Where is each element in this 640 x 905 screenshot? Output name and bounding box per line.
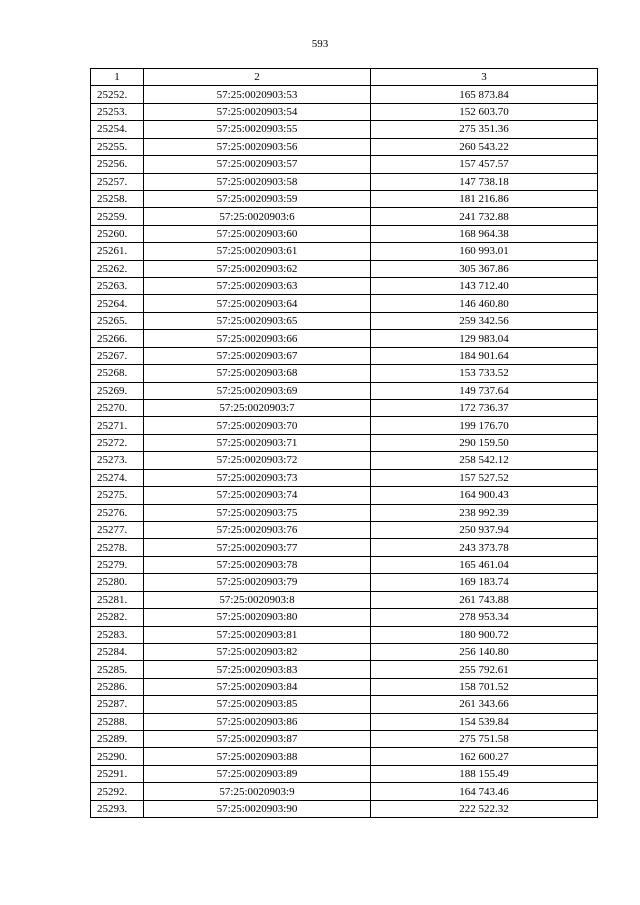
cadastral-number-cell: 57:25:0020903:78 — [144, 556, 371, 573]
row-number-cell: 25272. — [91, 434, 144, 451]
row-number-cell: 25267. — [91, 347, 144, 364]
table-row — [91, 434, 598, 451]
cadastral-number-cell: 57:25:0020903:89 — [144, 765, 371, 782]
cadastral-number-cell: 57:25:0020903:62 — [144, 260, 371, 277]
value-cell: 157 527.52 — [371, 469, 598, 486]
value-cell: 278 953.34 — [371, 609, 598, 626]
column-header-3: 3 — [371, 69, 598, 86]
cadastral-number-cell: 57:25:0020903:57 — [144, 156, 371, 173]
value-cell: 290 159.50 — [371, 434, 598, 451]
value-cell: 172 736.37 — [371, 400, 598, 417]
value-cell: 160 993.01 — [371, 243, 598, 260]
row-number-cell: 25262. — [91, 260, 144, 277]
row-number-cell: 25269. — [91, 382, 144, 399]
cadastral-number-cell: 57:25:0020903:67 — [144, 347, 371, 364]
table-row — [91, 156, 598, 173]
value-cell: 255 792.61 — [371, 661, 598, 678]
column-header-1: 1 — [91, 69, 144, 86]
table-row — [91, 539, 598, 556]
cadastral-number-cell: 57:25:0020903:9 — [144, 783, 371, 800]
cadastral-number-cell: 57:25:0020903:77 — [144, 539, 371, 556]
value-cell: 162 600.27 — [371, 748, 598, 765]
cadastral-number-cell: 57:25:0020903:90 — [144, 800, 371, 817]
cadastral-number-cell: 57:25:0020903:79 — [144, 574, 371, 591]
cadastral-number-cell: 57:25:0020903:87 — [144, 731, 371, 748]
row-number-cell: 25293. — [91, 800, 144, 817]
value-cell: 250 937.94 — [371, 521, 598, 538]
table-row — [91, 330, 598, 347]
table-row — [91, 626, 598, 643]
value-cell: 153 733.52 — [371, 365, 598, 382]
value-cell: 158 701.52 — [371, 678, 598, 695]
value-cell: 169 183.74 — [371, 574, 598, 591]
cadastral-number-cell: 57:25:0020903:60 — [144, 225, 371, 242]
row-number-cell: 25263. — [91, 278, 144, 295]
table-row — [91, 609, 598, 626]
row-number-cell: 25287. — [91, 696, 144, 713]
cadastral-number-cell: 57:25:0020903:74 — [144, 487, 371, 504]
value-cell: 146 460.80 — [371, 295, 598, 312]
cadastral-number-cell: 57:25:0020903:65 — [144, 312, 371, 329]
value-cell: 181 216.86 — [371, 190, 598, 207]
row-number-cell: 25254. — [91, 121, 144, 138]
value-cell: 154 539.84 — [371, 713, 598, 730]
cadastral-number-cell: 57:25:0020903:83 — [144, 661, 371, 678]
row-number-cell: 25255. — [91, 138, 144, 155]
table-row — [91, 574, 598, 591]
row-number-cell: 25271. — [91, 417, 144, 434]
row-number-cell: 25253. — [91, 103, 144, 120]
cadastral-number-cell: 57:25:0020903:73 — [144, 469, 371, 486]
table-row — [91, 173, 598, 190]
row-number-cell: 25259. — [91, 208, 144, 225]
cadastral-number-cell: 57:25:0020903:69 — [144, 382, 371, 399]
table-row — [91, 86, 598, 103]
table-row — [91, 591, 598, 608]
table-row — [91, 278, 598, 295]
row-number-cell: 25258. — [91, 190, 144, 207]
cadastral-number-cell: 57:25:0020903:58 — [144, 173, 371, 190]
value-cell: 305 367.86 — [371, 260, 598, 277]
table-row — [91, 295, 598, 312]
row-number-cell: 25273. — [91, 452, 144, 469]
table-row — [91, 121, 598, 138]
row-number-cell: 25261. — [91, 243, 144, 260]
registry-table — [90, 68, 598, 818]
row-number-cell: 25264. — [91, 295, 144, 312]
table-row — [91, 347, 598, 364]
table-row — [91, 696, 598, 713]
row-number-cell: 25281. — [91, 591, 144, 608]
value-cell: 238 992.39 — [371, 504, 598, 521]
cadastral-number-cell: 57:25:0020903:6 — [144, 208, 371, 225]
table-row — [91, 103, 598, 120]
column-header-2: 2 — [144, 69, 371, 86]
table-row — [91, 190, 598, 207]
value-cell: 188 155.49 — [371, 765, 598, 782]
value-cell: 149 737.64 — [371, 382, 598, 399]
table-row — [91, 521, 598, 538]
cadastral-number-cell: 57:25:0020903:56 — [144, 138, 371, 155]
row-number-cell: 25257. — [91, 173, 144, 190]
cadastral-number-cell: 57:25:0020903:88 — [144, 748, 371, 765]
cadastral-number-cell: 57:25:0020903:54 — [144, 103, 371, 120]
row-number-cell: 25276. — [91, 504, 144, 521]
cadastral-number-cell: 57:25:0020903:76 — [144, 521, 371, 538]
row-number-cell: 25280. — [91, 574, 144, 591]
table-row — [91, 138, 598, 155]
value-cell: 152 603.70 — [371, 103, 598, 120]
table-row — [91, 417, 598, 434]
value-cell: 180 900.72 — [371, 626, 598, 643]
table-row — [91, 208, 598, 225]
table-row — [91, 748, 598, 765]
table-row — [91, 312, 598, 329]
row-number-cell: 25266. — [91, 330, 144, 347]
row-number-cell: 25265. — [91, 312, 144, 329]
row-number-cell: 25289. — [91, 731, 144, 748]
cadastral-number-cell: 57:25:0020903:64 — [144, 295, 371, 312]
row-number-cell: 25256. — [91, 156, 144, 173]
cadastral-number-cell: 57:25:0020903:68 — [144, 365, 371, 382]
row-number-cell: 25268. — [91, 365, 144, 382]
table-row — [91, 713, 598, 730]
value-cell: 199 176.70 — [371, 417, 598, 434]
cadastral-number-cell: 57:25:0020903:7 — [144, 400, 371, 417]
table-row — [91, 800, 598, 817]
row-number-cell: 25279. — [91, 556, 144, 573]
table-row — [91, 661, 598, 678]
value-cell: 168 964.38 — [371, 225, 598, 242]
row-number-cell: 25292. — [91, 783, 144, 800]
cadastral-number-cell: 57:25:0020903:81 — [144, 626, 371, 643]
cadastral-number-cell: 57:25:0020903:86 — [144, 713, 371, 730]
value-cell: 143 712.40 — [371, 278, 598, 295]
row-number-cell: 25288. — [91, 713, 144, 730]
table-row — [91, 243, 598, 260]
cadastral-number-cell: 57:25:0020903:59 — [144, 190, 371, 207]
row-number-cell: 25286. — [91, 678, 144, 695]
table-row — [91, 487, 598, 504]
cadastral-number-cell: 57:25:0020903:84 — [144, 678, 371, 695]
row-number-cell: 25291. — [91, 765, 144, 782]
cadastral-number-cell: 57:25:0020903:70 — [144, 417, 371, 434]
value-cell: 184 901.64 — [371, 347, 598, 364]
table-row — [91, 400, 598, 417]
value-cell: 261 743.88 — [371, 591, 598, 608]
table-row — [91, 643, 598, 660]
table-row — [91, 469, 598, 486]
value-cell: 165 461.04 — [371, 556, 598, 573]
value-cell: 222 522.32 — [371, 800, 598, 817]
value-cell: 157 457.57 — [371, 156, 598, 173]
table-row — [91, 365, 598, 382]
cadastral-number-cell: 57:25:0020903:72 — [144, 452, 371, 469]
value-cell: 129 983.04 — [371, 330, 598, 347]
value-cell: 259 342.56 — [371, 312, 598, 329]
value-cell: 241 732.88 — [371, 208, 598, 225]
row-number-cell: 25270. — [91, 400, 144, 417]
table-row — [91, 260, 598, 277]
table-header-row — [91, 69, 598, 86]
table-row — [91, 382, 598, 399]
value-cell: 258 542.12 — [371, 452, 598, 469]
value-cell: 275 351.36 — [371, 121, 598, 138]
value-cell: 275 751.58 — [371, 731, 598, 748]
row-number-cell: 25277. — [91, 521, 144, 538]
table-row — [91, 452, 598, 469]
table-row — [91, 504, 598, 521]
row-number-cell: 25278. — [91, 539, 144, 556]
row-number-cell: 25283. — [91, 626, 144, 643]
row-number-cell: 25260. — [91, 225, 144, 242]
page-number: 593 — [311, 38, 329, 50]
row-number-cell: 25285. — [91, 661, 144, 678]
table-row — [91, 556, 598, 573]
cadastral-number-cell: 57:25:0020903:61 — [144, 243, 371, 260]
table-row — [91, 225, 598, 242]
value-cell: 256 140.80 — [371, 643, 598, 660]
row-number-cell: 25274. — [91, 469, 144, 486]
table-row — [91, 783, 598, 800]
row-number-cell: 25252. — [91, 86, 144, 103]
value-cell: 260 543.22 — [371, 138, 598, 155]
table-body — [91, 86, 598, 818]
table-row — [91, 765, 598, 782]
row-number-cell: 25284. — [91, 643, 144, 660]
cadastral-number-cell: 57:25:0020903:8 — [144, 591, 371, 608]
row-number-cell: 25282. — [91, 609, 144, 626]
value-cell: 165 873.84 — [371, 86, 598, 103]
row-number-cell: 25275. — [91, 487, 144, 504]
cadastral-number-cell: 57:25:0020903:82 — [144, 643, 371, 660]
cadastral-number-cell: 57:25:0020903:80 — [144, 609, 371, 626]
value-cell: 147 738.18 — [371, 173, 598, 190]
table-row — [91, 678, 598, 695]
cadastral-number-cell: 57:25:0020903:66 — [144, 330, 371, 347]
value-cell: 164 900.43 — [371, 487, 598, 504]
cadastral-number-cell: 57:25:0020903:63 — [144, 278, 371, 295]
table-row — [91, 731, 598, 748]
value-cell: 243 373.78 — [371, 539, 598, 556]
value-cell: 164 743.46 — [371, 783, 598, 800]
value-cell: 261 343.66 — [371, 696, 598, 713]
cadastral-number-cell: 57:25:0020903:71 — [144, 434, 371, 451]
cadastral-number-cell: 57:25:0020903:55 — [144, 121, 371, 138]
cadastral-number-cell: 57:25:0020903:53 — [144, 86, 371, 103]
row-number-cell: 25290. — [91, 748, 144, 765]
cadastral-number-cell: 57:25:0020903:85 — [144, 696, 371, 713]
cadastral-number-cell: 57:25:0020903:75 — [144, 504, 371, 521]
